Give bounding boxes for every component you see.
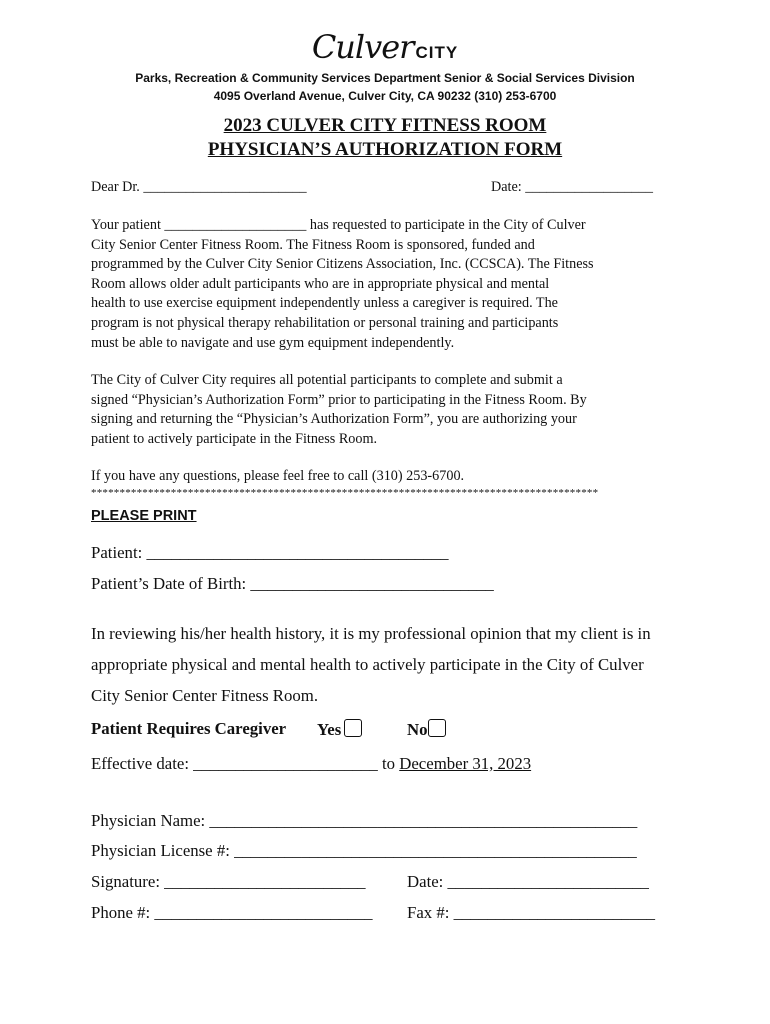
intro-line: health to use exercise equipment independently unless a caregiver is required. The (91, 295, 558, 312)
form-title-line1: 2023 CULVER CITY FITNESS ROOM (223, 115, 547, 136)
intro-paragraph (91, 216, 691, 353)
logo-script: Culver (311, 28, 414, 66)
questions-line: If you have any questions, please feel free to call (310) 253-6700. (91, 468, 465, 484)
no-label: No (407, 720, 428, 739)
requirement-line: The City of Culver City requires all potential participants to complete and submit a (91, 372, 563, 388)
no-checkbox[interactable] (428, 719, 446, 737)
yes-label: Yes (317, 720, 342, 739)
intro-line: Your patient ____________________ has requested to participate in the City of Culver (91, 217, 586, 233)
requirement-line: patient to actively participate in the Fitness Room. (91, 430, 378, 447)
effective-end-date: December 31, 2023 (399, 754, 532, 773)
date-of-birth-field[interactable]: Patient’s Date of Birth: _____________________________ (91, 574, 494, 593)
intro-line: program is not physical therapy rehabilitation or personal training and participants (91, 314, 559, 331)
physician-name-field[interactable]: Physician Name: ___________________________________________________ (91, 811, 638, 830)
intro-line: Room allows older adult participants who are in appropriate physical and mental (91, 275, 550, 292)
please-print-heading: PLEASE PRINT (91, 508, 197, 524)
requirement-line: signed “Physician’s Authorization Form” prior to participating in the Fitness Room. By (91, 391, 587, 408)
requirement-paragraph (91, 371, 691, 449)
culver-city-logo (0, 28, 770, 66)
address-line: 4095 Overland Avenue, Culver City, CA 90232 (310) 253-6700 (213, 89, 557, 103)
opinion-line: appropriate physical and mental health to actively participate in the City of Culver (91, 655, 644, 674)
intro-line: programmed by the Culver City Senior Citizens Association, Inc. (CCSCA). The Fitness (91, 256, 594, 273)
intro-line: must be able to navigate and use gym equipment independently. (91, 334, 455, 351)
dear-dr-field[interactable]: Dear Dr. _______________________ (91, 179, 307, 195)
fax-field[interactable]: Fax #: ________________________ (407, 903, 655, 922)
department-line: Parks, Recreation & Community Services Department Senior & Social Services Division (135, 71, 635, 85)
divider-stars: ***************************************************************************************** (91, 487, 599, 499)
caregiver-label: Patient Requires Caregiver (91, 719, 287, 738)
opinion-line: In reviewing his/her health history, it is my professional opinion that my client is in (91, 624, 651, 643)
signature-field[interactable]: Signature: ________________________ (91, 872, 366, 891)
signature-date-field[interactable]: Date: ________________________ (407, 872, 649, 891)
requirement-line: signing and returning the “Physician’s Authorization Form”, you are authorizing your (91, 411, 577, 428)
opinion-line: City Senior Center Fitness Room. (91, 686, 319, 705)
phone-field[interactable]: Phone #: __________________________ (91, 903, 373, 922)
effective-date-label: Effective date: ______________________ to (91, 754, 400, 773)
form-title-line2: PHYSICIAN’S AUTHORIZATION FORM (207, 139, 563, 160)
logo-city: CITY (415, 43, 459, 62)
effective-date-field[interactable] (91, 754, 531, 774)
caregiver-no-option[interactable] (407, 719, 446, 740)
patient-field[interactable]: Patient: ____________________________________ (91, 543, 449, 562)
intro-line: City Senior Center Fitness Room. The Fitness Room is sponsored, funded and (91, 236, 535, 253)
caregiver-yes-option[interactable] (317, 719, 362, 740)
letter-date-field[interactable]: Date: __________________ (491, 179, 653, 195)
physician-license-field[interactable]: Physician License #: ________________________________________________ (91, 841, 637, 860)
yes-checkbox[interactable] (344, 719, 362, 737)
